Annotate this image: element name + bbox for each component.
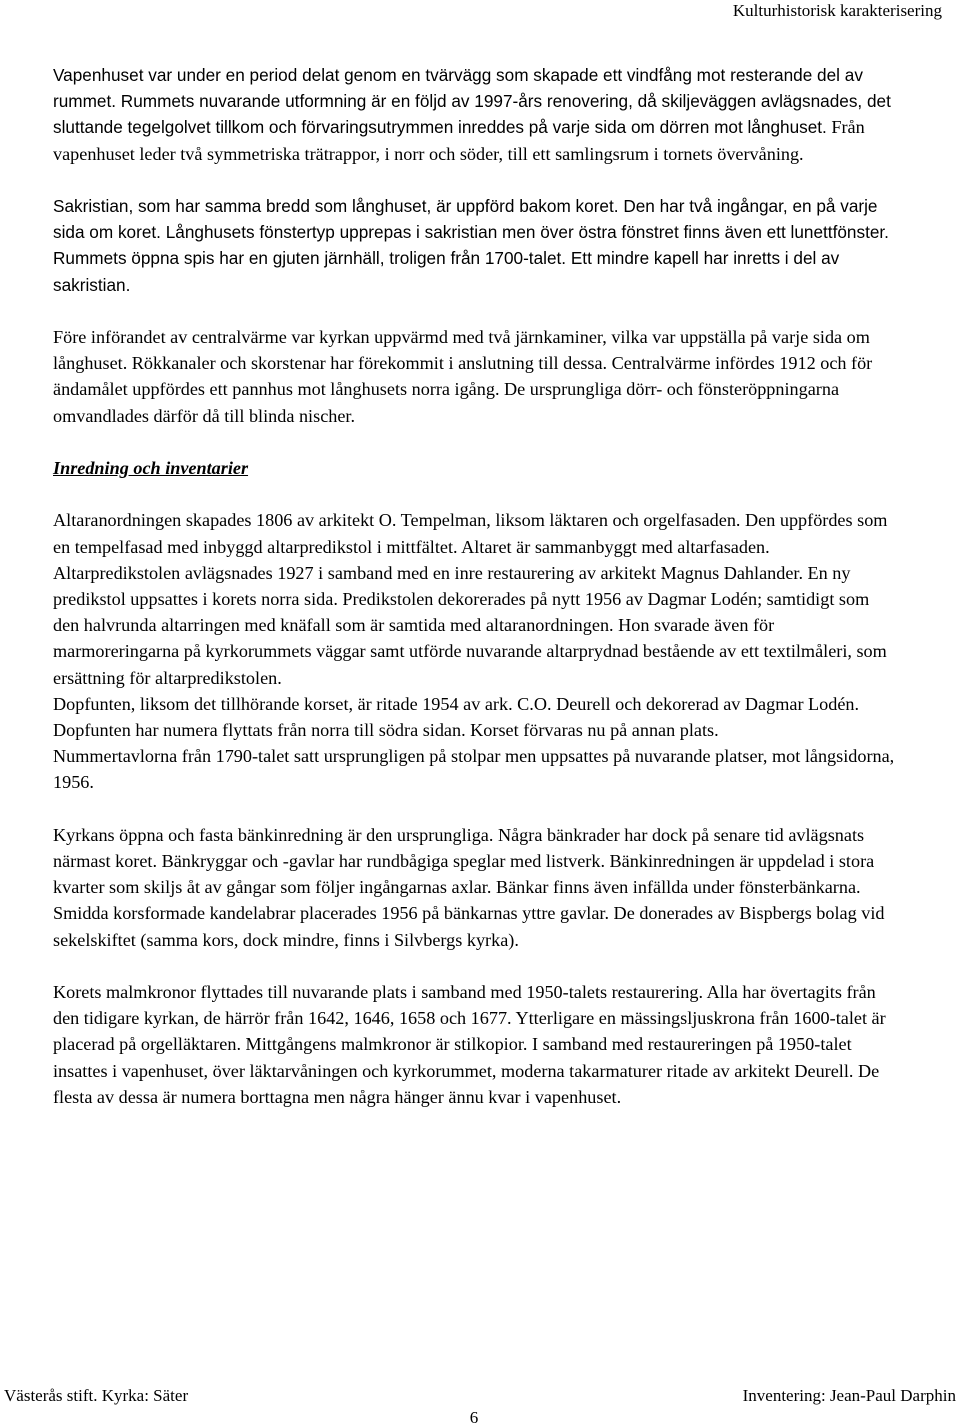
footer-left: Västerås stift. Kyrka: Säter — [4, 1386, 189, 1405]
paragraph-malmkronor: Korets malmkronor flyttades till nuvarande plats i samband med 1950-talets restaurering. Alla har övertagits från den tidigare kyrkan, de härrör från 1642, 1646, 1658 och 1677. Ytterligare en mässingsljuskrona från 1600-talet är placerad på orgelläktaren. Mittgångens malmkronor är stilkopior. I samband med restaureringen på 1950-talet insattes i vapenhuset, över läktarvåningen och kyrkorummet, moderna takarmaturer ritade av arkitekt Deurell. De flesta av dessa är numera borttagna men några hänger ännu kvar i vapenhuset. — [53, 982, 886, 1107]
running-header: Kulturhistorisk karakterisering — [732, 1, 942, 20]
paragraph-bankinredning: Kyrkans öppna och fasta bänkinredning är den ursprungliga. Några bänkrader har dock på senare tid avlägsnats närmast koret. Bänkryggar och -gavlar har rundbågiga speglar med listverk. Bänkinredningen är uppdelad i stora kvarter som skiljs åt av gångar som följer ingångarnas axlar. Bänkar finns även infällda under fönsterbänkarna. Smidda korsformade kandelabrar placerades 1956 på bänkarnas yttre gavlar. De donerades av Bispbergs bolag vid sekelskiftet (samma kors, dock mindre, finns i Silvbergs kyrka). — [53, 824, 885, 950]
document-body — [53, 62, 895, 1136]
page-number: 6 — [469, 1408, 479, 1427]
paragraph-altaranordningen: Altaranordningen skapades 1806 av arkitekt O. Tempelman, liksom läktaren och orgelfasaden. Den uppfördes som en tempelfasad med inbyggd altarpredikstol i mittfältet. Altaret är sammanbyggt med altarfasaden. — [53, 510, 888, 557]
paragraph-vapenhuset — [53, 62, 895, 167]
footer-right: Inventering: Jean-Paul Darphin — [742, 1386, 956, 1405]
paragraph-nummertavlorna: Nummertavlorna från 1790-talet satt ursprungligen på stolpar men uppsattes på nuvarande platser, mot långsidorna, 1956. — [53, 746, 895, 793]
paragraph-centralvarme: Före införandet av centralvärme var kyrkan uppvärmd med två järnkaminer, vilka var uppställa på varje sida om långhuset. Rökkanaler och skorstenar har förekommit i anslutning till dessa. Centralvärme infördes 1912 och för ändamålet uppfördes ett pannhus mot långhusets norra igång. De ursprungliga dörr- och fönsteröppningarna omvandlades därför då till blinda nischer. — [53, 327, 873, 426]
paragraph-sakristian: Sakristian, som har samma bredd som långhuset, är uppförd bakom koret. Den har två ingångar, en på varje sida om koret. Långhusets fönstertyp upprepas i sakristian men över östra fönstret finns även ett lunettfönster. Rummets öppna spis har en gjuten järnhäll, troligen från 1700-talet. Ett mindre kapell har inretts i del av sakristian. — [53, 196, 889, 295]
paragraph-altarpredikstolen: Altarpredikstolen avlägsnades 1927 i samband med en inre restaurering av arkitekt Magnus Dahlander. En ny predikstol uppsattes i korets norra sida. Predikstolen dekorerades på nytt 1956 av Dagmar Lodén; samtidigt som den halvrunda altarringen med knäfall som är samtida med altaranordningen. Hon svarade även för marmoreringarna på kyrkorummets väggar samt utförde nuvarande altarprydnad bestående av ett textilmåleri, som ersättning för altarpredikstolen. — [53, 562, 887, 688]
section-heading: Inredning och inventarier — [53, 458, 249, 478]
paragraph-vapenhuset-serif-text: Från vapenhuset leder två symmetriska trätrappor, i norr och söder, till ett samlingsrum i tornets övervåning. — [53, 117, 865, 164]
paragraph-dopfunten: Dopfunten, liksom det tillhörande korset, är ritade 1954 av ark. C.O. Deurell och dekorerad av Dagmar Lodén. Dopfunten har numera flyttats från norra till södra sidan. Korset förvaras nu på annan plats. — [53, 693, 860, 741]
paragraph-vapenhuset-sans-text: Vapenhuset var under en period delat genom en tvärvägg som skapade ett vindfång mot resterande del av rummet. Rummets nuvarande utformning är en följd av 1997-års renovering, då skiljeväggen avlägsnades, det sluttande tegelgolvet tillkom och förvaringsutrymmen inreddes på varje sida om dörren mot långhuset. — [53, 65, 891, 138]
